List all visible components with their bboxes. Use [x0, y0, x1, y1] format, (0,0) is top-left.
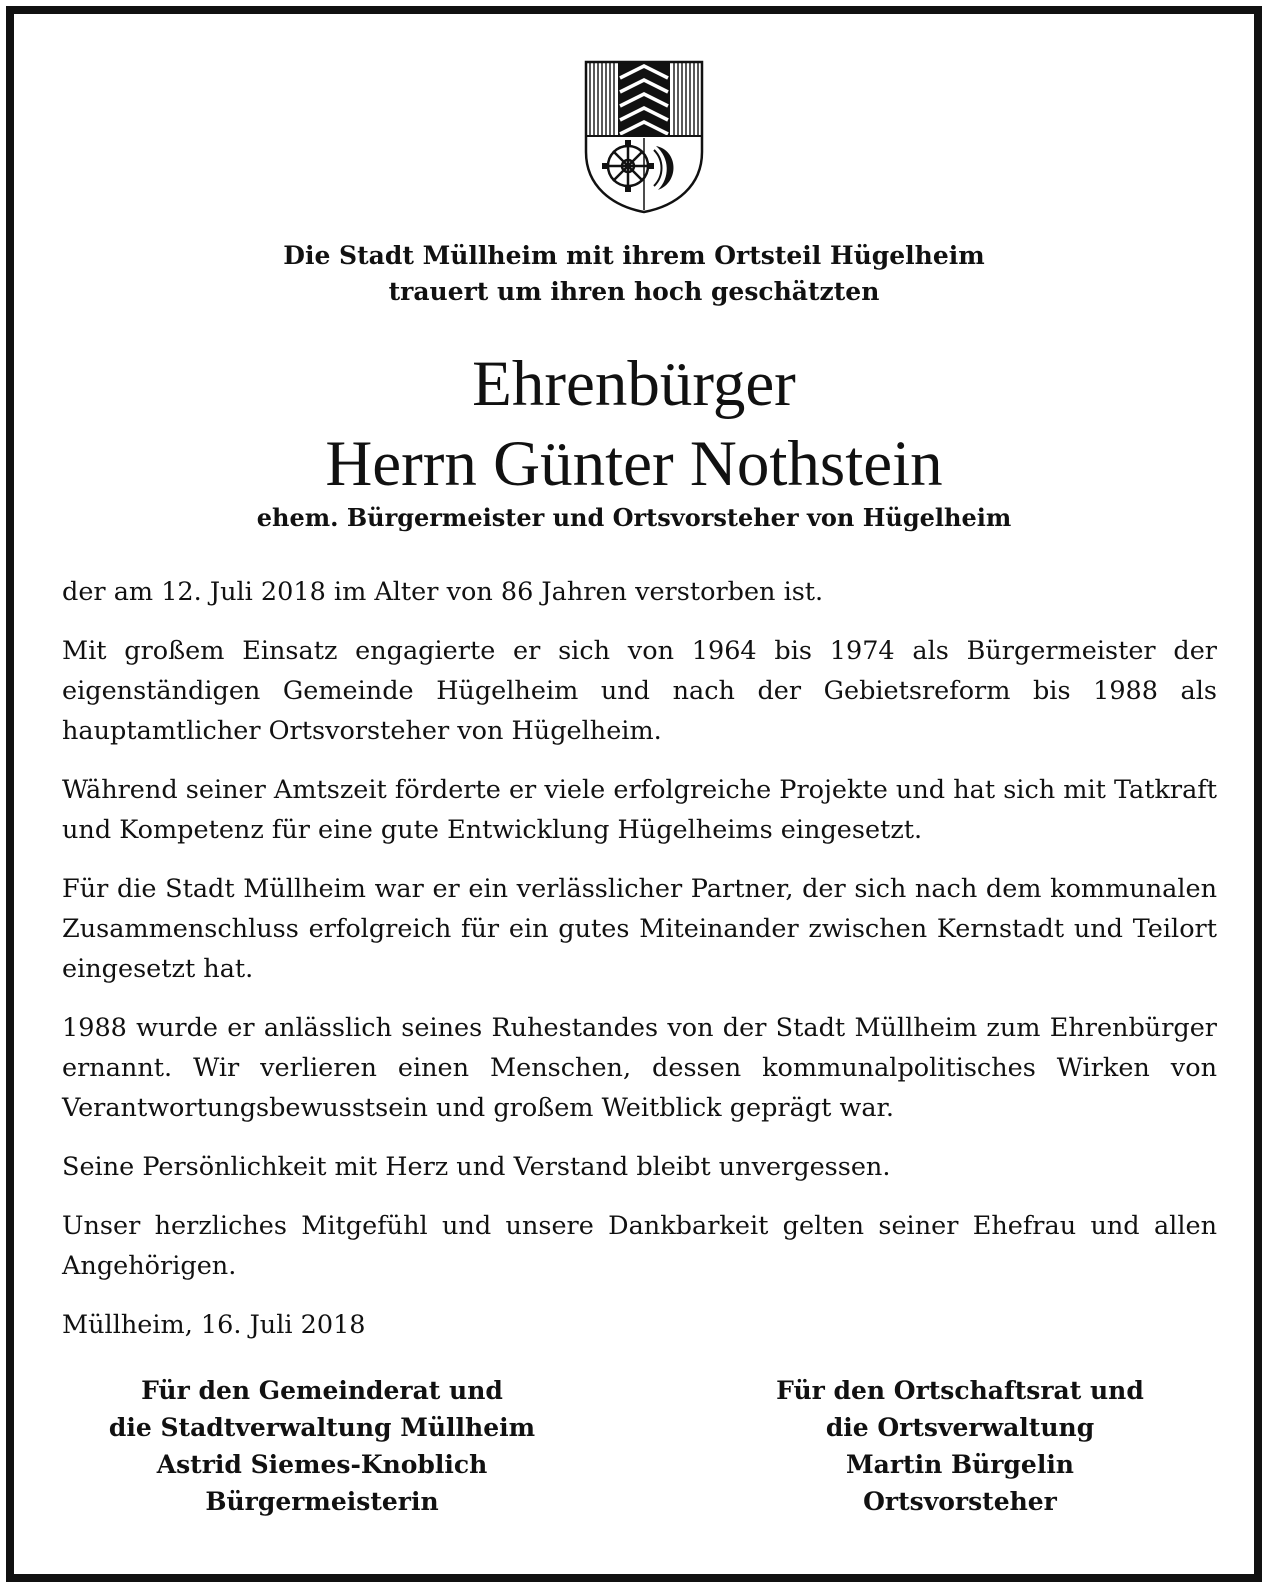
signature-line: die Ortsverwaltung	[825, 1413, 1095, 1442]
deceased-title	[14, 344, 1254, 504]
paragraph-honorary-citizenship: 1988 wurde er anlässlich seines Ruhestandes von der Stadt Müllheim zum Ehrenbürger ernannt. Wir verlieren einen Menschen, dessen kommunalpolitisches Wirken von Verantwortungsbewusstsein und großem Weitblick geprägt war.	[62, 1013, 1217, 1123]
signature-name: Astrid Siemes-Knoblich	[156, 1450, 488, 1479]
signature-line: Für den Gemeinderat und	[141, 1376, 503, 1405]
intro-line-2: trauert um ihren hoch geschätzten	[388, 277, 880, 306]
signature-role: Ortsvorsteher	[863, 1487, 1057, 1516]
obituary-notice	[6, 6, 1262, 1582]
title-deceased-name: Herrn Günter Nothstein	[325, 428, 943, 500]
paragraph-partnership: Für die Stadt Müllheim war er ein verlässlicher Partner, der sich nach dem kommunalen Zusammenschluss erfolgreich für ein gutes Miteinander zwischen Kernstadt und Teilort eingesetzt hat.	[62, 874, 1217, 984]
signature-block-city	[62, 1372, 582, 1520]
intro-text	[14, 238, 1254, 310]
signature-block-district	[700, 1372, 1220, 1520]
signature-line: die Stadtverwaltung Müllheim	[108, 1413, 536, 1442]
signature-role: Bürgermeisterin	[205, 1487, 439, 1516]
paragraph-death-date: der am 12. Juli 2018 im Alter von 86 Jahren verstorben ist.	[62, 577, 824, 607]
paragraph-achievements: Während seiner Amtszeit förderte er viele erfolgreiche Projekte und hat sich mit Tatkraft und Kompetenz für eine gute Entwicklung Hügelheims eingesetzt.	[62, 775, 1217, 845]
signature-line: Für den Ortschaftsrat und	[776, 1376, 1144, 1405]
paragraph-career: Mit großem Einsatz engagierte er sich von 1964 bis 1974 als Bürgermeister der eigenständigen Gemeinde Hügelheim und nach der Gebietsreform bis 1988 als hauptamtlicher Ortsvorsteher von Hügelheim.	[62, 636, 1217, 746]
paragraph-condolences: Unser herzliches Mitgefühl und unsere Dankbarkeit gelten seiner Ehefrau und allen Angehörigen.	[62, 1211, 1217, 1281]
paragraph-remembrance: Seine Persönlichkeit mit Herz und Verstand bleibt unvergessen.	[62, 1152, 891, 1182]
signature-name: Martin Bürgelin	[845, 1450, 1074, 1479]
deceased-role: ehem. Bürgermeister und Ortsvorsteher von Hügelheim	[256, 503, 1012, 532]
obituary-body	[62, 572, 1217, 1364]
intro-line-1: Die Stadt Müllheim mit ihrem Ortsteil Hügelheim	[283, 241, 985, 270]
title-honorary-citizen: Ehrenbürger	[472, 348, 796, 420]
coat-of-arms-icon	[584, 60, 704, 214]
place-date: Müllheim, 16. Juli 2018	[62, 1310, 366, 1340]
